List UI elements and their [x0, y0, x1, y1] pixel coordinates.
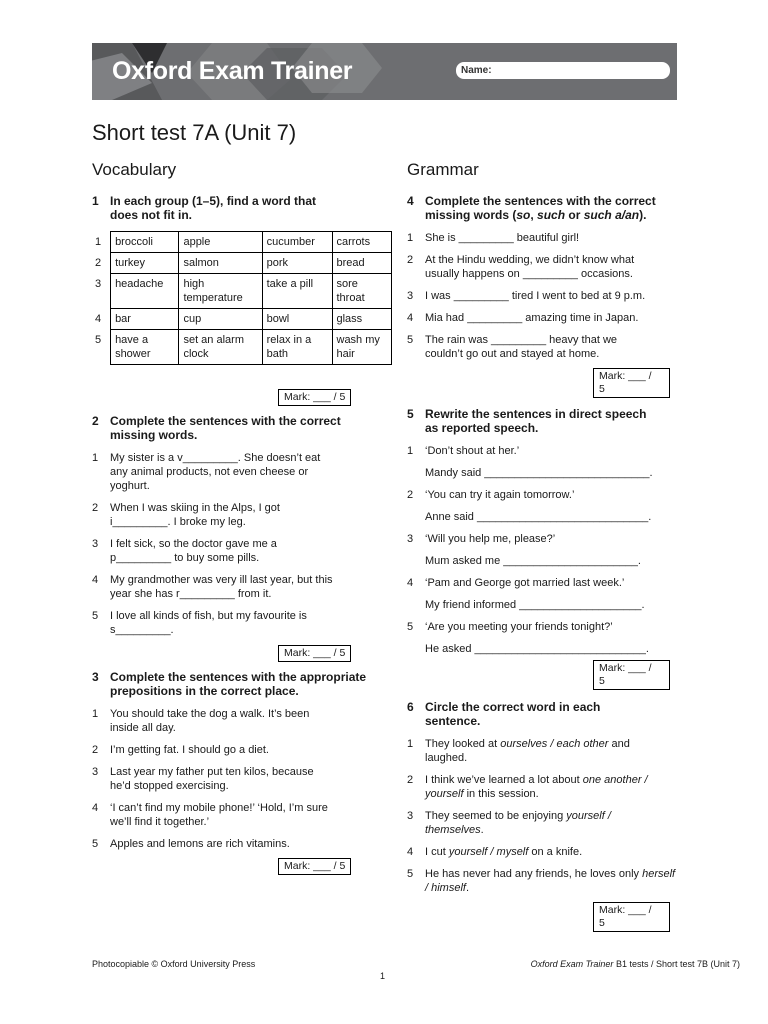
exercise-1-instruction: 1 In each group (1–5), find a word that does not fit in.	[92, 194, 317, 222]
footer-copyright: Photocopiable © Oxford University Press	[92, 959, 256, 969]
table-row	[92, 232, 392, 253]
list-item: 5 Apples and lemons are rich vitamins.	[92, 838, 290, 850]
table-cell: sore throat	[332, 274, 392, 309]
exercise-6	[407, 700, 697, 903]
table-cell: take a pill	[262, 274, 332, 309]
list-item: 3 I felt sick, so the doctor gave me a p_________ to buy some pills.	[92, 538, 277, 564]
table-cell: cup	[179, 309, 262, 330]
name-label: Name:	[461, 65, 492, 76]
table-cell: glass	[332, 309, 392, 330]
exercise-1-mark: Mark: ___ / 5	[278, 389, 351, 406]
exercise-6-mark: Mark: ___ / 5	[593, 902, 670, 932]
row-number: 5	[94, 333, 102, 346]
list-item: 1 They looked at ourselves / each other and laughed.	[407, 738, 630, 764]
list-item: 5 The rain was _________ heavy that we couldn’t go out and stayed at home.	[407, 334, 618, 360]
table-cell: carrots	[332, 232, 392, 253]
list-item: 4 ‘I can’t find my mobile phone!’ ‘Hold, I’m sure we’ll find it together.’	[92, 802, 328, 828]
footer-test-info: Oxford Exam Trainer B1 tests / Short test 7B (Unit 7)	[530, 959, 740, 969]
table-cell: apple	[179, 232, 262, 253]
list-item: 3 Last year my father put ten kilos, because he’d stopped exercising.	[92, 766, 314, 792]
table-cell: have a shower	[111, 330, 179, 365]
table-row	[92, 330, 392, 365]
vocabulary-heading: Vocabulary	[92, 160, 177, 179]
table-cell: wash my hair	[332, 330, 392, 365]
table-cell: turkey	[111, 253, 179, 274]
row-number: 2	[94, 256, 102, 269]
list-item: 5 He has never had any friends, he loves only herself / himself.	[407, 868, 676, 894]
exercise-4-items	[407, 231, 697, 361]
header-banner	[92, 43, 677, 100]
list-item: 1 ‘Don’t shout at her.’ Mandy said ___________________________.	[407, 445, 653, 479]
list-item: 4 Mia had _________ amazing time in Japan.	[407, 312, 639, 324]
exercise-3-items	[92, 707, 392, 851]
list-item: 1 You should take the dog a walk. It’s been inside all day.	[92, 708, 310, 734]
list-item: 1 She is _________ beautiful girl!	[407, 232, 580, 244]
list-item: 3 They seemed to be enjoying yourself / themselves.	[407, 810, 611, 836]
table-cell: cucumber	[262, 232, 332, 253]
exercise-5-instruction: 5 Rewrite the sentences in direct speech as reported speech.	[407, 407, 647, 435]
page-title: Short test 7A (Unit 7)	[92, 120, 297, 145]
exercise-5	[407, 407, 697, 664]
exercise-2	[92, 414, 392, 645]
row-number: 1	[94, 235, 102, 248]
table-cell: bar	[111, 309, 179, 330]
table-row	[92, 274, 392, 309]
table-row	[92, 309, 392, 330]
vocab-table	[92, 231, 392, 365]
table-cell: set an alarm clock	[179, 330, 262, 365]
list-item: 2 I’m getting fat. I should go a diet.	[92, 744, 269, 756]
brand-title: Oxford Exam Trainer	[112, 57, 353, 85]
page-number: 1	[380, 971, 386, 981]
exercise-5-mark: Mark: ___ / 5	[593, 660, 670, 690]
exercise-5-items	[407, 444, 697, 656]
list-item: 1 My sister is a v_________. She doesn’t eat any animal products, not even cheese or yoghurt.	[92, 452, 321, 492]
exercise-2-items	[92, 451, 392, 637]
list-item: 4 My grandmother was very ill last year, but this year she has r_________ from it.	[92, 574, 333, 600]
table-cell: bowl	[262, 309, 332, 330]
table-cell: headache	[111, 274, 179, 309]
table-cell: bread	[332, 253, 392, 274]
table-cell: pork	[262, 253, 332, 274]
exercise-3-instruction: 3 Complete the sentences with the appropriate prepositions in the correct place.	[92, 670, 367, 698]
exercise-6-items	[407, 737, 697, 895]
list-item: 2 ‘You can try it again tomorrow.’ Anne said ____________________________.	[407, 489, 652, 523]
list-item: 2 At the Hindu wedding, we didn’t know what usually happens on _________ occasions.	[407, 254, 635, 280]
exercise-3	[92, 670, 392, 859]
table-cell: salmon	[179, 253, 262, 274]
list-item: 4 ‘Pam and George got married last week.’ My friend informed ____________________.	[407, 577, 645, 611]
table-cell: relax in a bath	[262, 330, 332, 365]
exercise-4-mark: Mark: ___ / 5	[593, 368, 670, 398]
exercise-1	[92, 194, 392, 365]
table-row	[92, 253, 392, 274]
row-number: 3	[94, 277, 102, 290]
grammar-heading: Grammar	[407, 160, 479, 179]
list-item: 3 ‘Will you help me, please?’ Mum asked me ______________________.	[407, 533, 641, 567]
exercise-2-mark: Mark: ___ / 5	[278, 645, 351, 662]
exercise-6-instruction: 6 Circle the correct word in each sentence.	[407, 700, 601, 728]
exercise-2-instruction: 2 Complete the sentences with the correct missing words.	[92, 414, 341, 442]
list-item: 2 When I was skiing in the Alps, I got i_________. I broke my leg.	[92, 502, 280, 528]
table-cell: high temperature	[179, 274, 262, 309]
list-item: 3 I was _________ tired I went to bed at 9 p.m.	[407, 290, 646, 302]
list-item: 2 I think we’ve learned a lot about one another / yourself in this session.	[407, 774, 648, 800]
row-number: 4	[94, 312, 102, 325]
list-item: 5 ‘Are you meeting your friends tonight?’ He asked ____________________________.	[407, 621, 649, 655]
exercise-4	[407, 194, 697, 369]
list-item: 5 I love all kinds of fish, but my favourite is s_________.	[92, 610, 307, 636]
exercise-3-mark: Mark: ___ / 5	[278, 858, 351, 875]
exercise-4-instruction: 4 Complete the sentences with the correct missing words (so, such or such a/an).	[407, 194, 656, 222]
name-field[interactable]	[456, 62, 670, 79]
table-cell: broccoli	[111, 232, 179, 253]
list-item: 4 I cut yourself / myself on a knife.	[407, 846, 583, 858]
